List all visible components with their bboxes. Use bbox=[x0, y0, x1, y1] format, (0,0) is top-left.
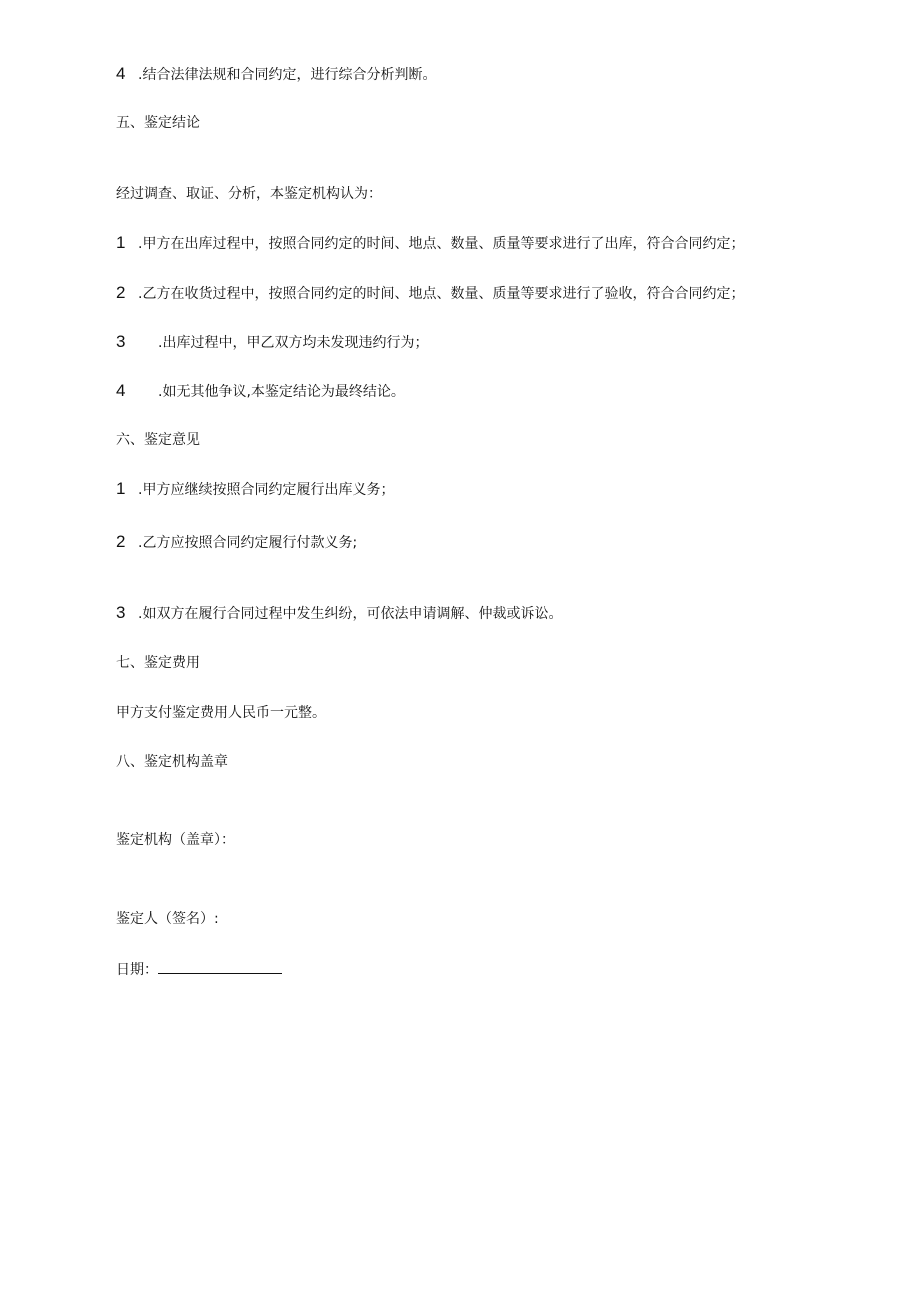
item-number: 2 bbox=[116, 532, 126, 551]
item-number: 1 bbox=[116, 479, 126, 498]
conclusion-intro: 经过调查、取证、分析，本鉴定机构认为： bbox=[116, 186, 382, 202]
conclusion-item-4 bbox=[116, 381, 405, 402]
section-heading-seal: 八、鉴定机构盖章 bbox=[116, 754, 228, 770]
item-number: 3 bbox=[116, 603, 126, 622]
fee-text: 甲方支付鉴定费用人民币一元整。 bbox=[116, 705, 326, 721]
seal-label: 鉴定机构（盖章）： bbox=[116, 832, 235, 848]
date-blank-line bbox=[158, 959, 282, 974]
item-text: .出库过程中，甲乙双方均未发现违约行为； bbox=[158, 335, 429, 351]
conclusion-item-2 bbox=[116, 283, 744, 304]
item-text: .甲方在出库过程中，按照合同约定的时间、地点、数量、质量等要求进行了出库，符合合同约定； bbox=[138, 236, 745, 252]
item-text: .结合法律法规和合同约定，进行综合分析判断。 bbox=[138, 67, 437, 83]
item-number: 2 bbox=[116, 283, 126, 302]
date-line bbox=[116, 959, 282, 980]
conclusion-item-1 bbox=[116, 233, 744, 254]
item-text: .乙方应按照合同约定履行付款义务; bbox=[138, 535, 358, 551]
method-item-4 bbox=[116, 64, 436, 85]
item-text: .如双方在履行合同过程中发生纠纷，可依法申请调解、仲裁或诉讼。 bbox=[138, 606, 563, 622]
appraiser-signature-label: 鉴定人（签名）: bbox=[116, 911, 219, 927]
opinion-item-3 bbox=[116, 603, 562, 624]
item-number: 4 bbox=[116, 64, 126, 83]
section-heading-opinion: 六、鉴定意见 bbox=[116, 432, 200, 448]
opinion-item-1 bbox=[116, 479, 394, 500]
section-heading-conclusion: 五、鉴定结论 bbox=[116, 115, 200, 131]
date-label: 日期： bbox=[116, 962, 158, 978]
item-text: .如无其他争议,本鉴定结论为最终结论。 bbox=[158, 384, 405, 400]
item-number: 4 bbox=[116, 381, 126, 400]
item-number: 1 bbox=[116, 233, 126, 252]
item-text: .乙方在收货过程中，按照合同约定的时间、地点、数量、质量等要求进行了验收，符合合同约定； bbox=[138, 286, 745, 302]
opinion-item-2 bbox=[116, 532, 357, 553]
item-text: .甲方应继续按照合同约定履行出库义务； bbox=[138, 482, 395, 498]
conclusion-item-3 bbox=[116, 332, 428, 353]
section-heading-fee: 七、鉴定费用 bbox=[116, 655, 200, 671]
item-number: 3 bbox=[116, 332, 126, 351]
